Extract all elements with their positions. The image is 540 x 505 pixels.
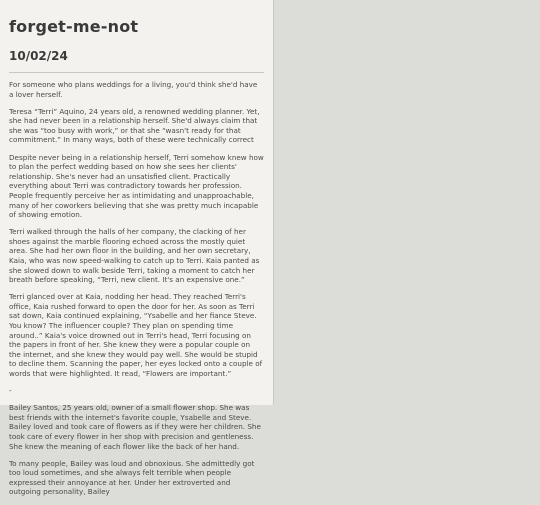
blog-title[interactable]: forget-me-not [9,17,139,36]
post-paragraph: Despite never being in a relationship herself, Terri somehow knew how to plan the perfect wedding based on how she sees her clients' relationship. She's never had an unsatisfied client. Practically everything about Terri was contradictory towards her profession. People frequently perceive her as intimidating and unapproachable, many of her coworkers believing that she was pretty much incapable of showing emotion. [9,152,264,220]
post-date: 10/02/24 [9,49,68,63]
post-paragraph: To many people, Bailey was loud and obnoxious. She admittedly got too loud sometimes, and she always felt terrible when people expressed their annoyance at her. Under her extroverted and outgoing personality, Bailey [9,458,255,497]
blog-page [0,0,274,497]
post-paragraph: Teresa “Terri” Aquino, 24 years old, a renowned wedding planner. Yet, she had never been in a relationship herself. She'd always claim that she was “too busy with work,” or that she “wasn't ready for that commitment.” In many ways, both of these were technically correct [9,106,260,145]
post-paragraph: Terri walked through the halls of her company, the clacking of her shoes against the marble flooring echoed across the mostly quiet area. She had her own floor in the building, and her own secretary, Kaia, who was now speed-walking to catch up to Terri. Kaia panted as she slowed down to walk beside Terri, taking a moment to catch her breath before speaking, “Terri, new client. It's an expensive one.” [9,227,260,285]
post-paragraph: Bailey Santos, 25 years old, owner of a small flower shop. She was best friends with the internet's favorite couple, Ysabelle and Steve. Bailey loved and took care of flowers as if they were her children. She took care of every flower in her shop with precision and gentleness. She knew the meaning of each flower like the back of her hand. [9,403,261,451]
post-content [9,17,264,505]
post-paragraph: For someone who plans weddings for a living, you'd think she'd have a lover herself. [9,80,258,99]
scene-break: - [9,386,12,396]
divider [9,72,264,73]
empty-sidebar-area [274,0,540,405]
post-paragraph: Terri glanced over at Kaia, nodding her head. They reached Terri's office, Kaia rushed forward to open the door for her. As soon as Terri sat down, Kaia continued explaining, “Ysabelle and her fiance Steve. You know? The influencer couple? They plan on spending time around..” Kaia's voice drowned out in Terri's head, Terri focusing on the papers in front of her. She knew they were a popular couple on the internet, and she knew they would pay well. She would be stupid to decline them. Scanning the paper, her eyes locked onto a couple of words that were highlighted. It read, “Flowers are important.” [9,292,263,379]
